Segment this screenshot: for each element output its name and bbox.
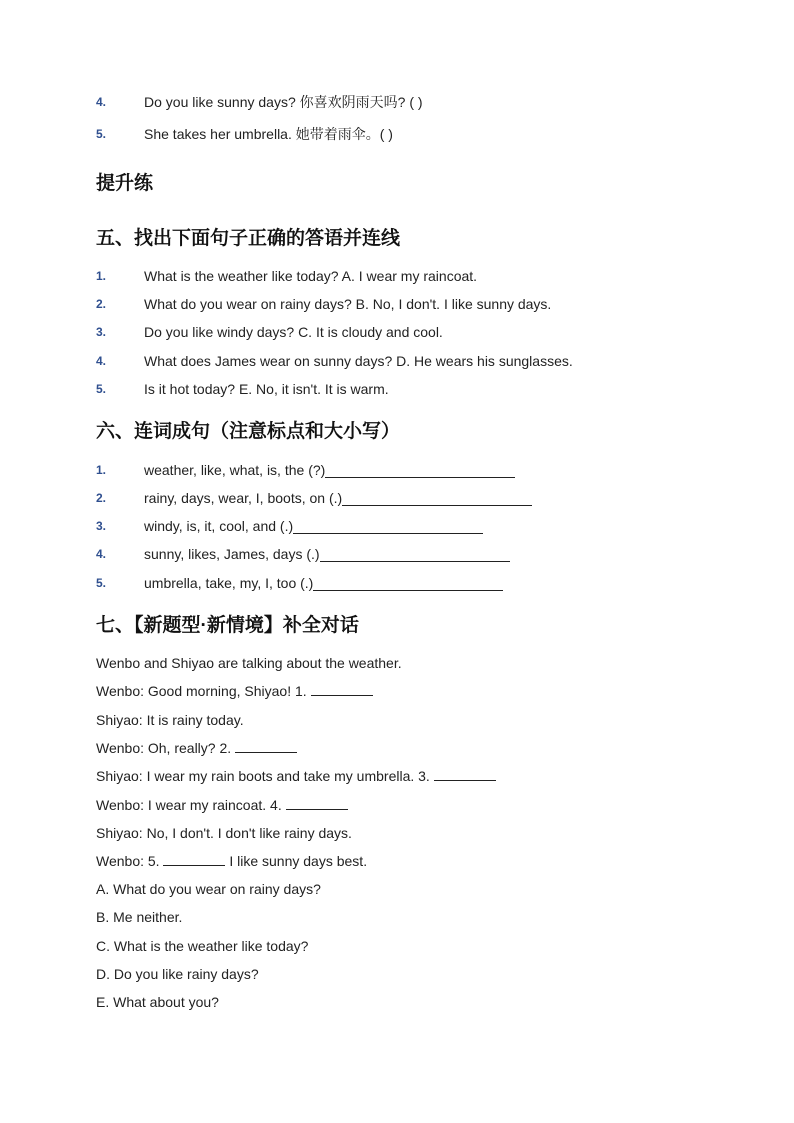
question-row-5-3 — [96, 322, 443, 342]
question-text: She takes her umbrella. 她带着雨伞。( ) — [144, 126, 393, 142]
option-e: E. What about you? — [96, 994, 219, 1010]
question-number: 4. — [96, 95, 107, 109]
answer-blank[interactable] — [342, 491, 532, 506]
question-number: 5. — [96, 576, 107, 590]
question-row-6-2 — [96, 488, 532, 508]
dialogue-text: Wenbo: I wear my raincoat. 4. — [96, 797, 286, 813]
question-number: 4. — [96, 547, 107, 561]
answer-blank[interactable] — [163, 851, 225, 866]
question-row-5-2 — [96, 294, 551, 314]
dialogue-text-after: I like sunny days best. — [225, 853, 368, 869]
dialogue-line-2 — [96, 710, 244, 730]
answer-blank[interactable] — [286, 795, 348, 810]
question-number: 1. — [96, 463, 107, 477]
dialogue-text: Shiyao: It is rainy today. — [96, 712, 244, 728]
dialogue-line-1 — [96, 681, 373, 701]
question-row-6-3 — [96, 516, 483, 536]
question-number: 5. — [96, 127, 107, 141]
question-number: 2. — [96, 491, 107, 505]
question-row-5-1 — [96, 266, 477, 286]
question-number: 4. — [96, 354, 107, 368]
dialogue-line-5 — [96, 795, 348, 815]
question-text: umbrella, take, my, I, too (.) — [144, 575, 314, 591]
dialogue-line-7 — [96, 851, 367, 871]
option-a: A. What do you wear on rainy days? — [96, 881, 321, 897]
answer-blank[interactable] — [313, 576, 503, 591]
question-text: Do you like windy days? C. It is cloudy and cool. — [144, 324, 443, 340]
question-text: Do you like sunny days? 你喜欢阴雨天吗? ( ) — [144, 94, 423, 110]
option-d: D. Do you like rainy days? — [96, 966, 259, 982]
question-row-a4 — [96, 92, 423, 112]
dialogue-text: Shiyao: No, I don't. I don't like rainy days. — [96, 825, 352, 841]
answer-blank[interactable] — [311, 681, 373, 696]
question-number: 5. — [96, 382, 107, 396]
dialogue-text: Shiyao: I wear my rain boots and take my umbrella. 3. — [96, 768, 434, 784]
dialogue-line-4 — [96, 766, 496, 786]
question-text: What is the weather like today? A. I wear my raincoat. — [144, 268, 478, 284]
section-7-title: 七、【新题型·新情境】补全对话 — [96, 615, 359, 636]
question-row-6-5 — [96, 573, 503, 593]
question-row-6-4 — [96, 544, 510, 564]
question-row-5-4 — [96, 351, 573, 371]
question-text: What do you wear on rainy days? B. No, I don't. I like sunny days. — [144, 296, 552, 312]
question-row-a5 — [96, 124, 393, 144]
answer-blank[interactable] — [235, 738, 297, 753]
question-number: 3. — [96, 325, 107, 339]
dialogue-text: Wenbo: Good morning, Shiyao! 1. — [96, 683, 311, 699]
dialogue-line-6 — [96, 823, 352, 843]
question-number: 1. — [96, 269, 107, 283]
dialogue-intro: Wenbo and Shiyao are talking about the weather. — [96, 655, 402, 671]
question-text: rainy, days, wear, I, boots, on (.) — [144, 490, 343, 506]
section-6-title: 六、连词成句（注意标点和大小写） — [96, 421, 401, 442]
answer-blank[interactable] — [320, 547, 510, 562]
dialogue-text: Wenbo: 5. — [96, 853, 164, 869]
practice-heading: 提升练 — [96, 173, 154, 194]
dialogue-line-3 — [96, 738, 297, 758]
question-text: What does James wear on sunny days? D. He wears his sunglasses. — [144, 353, 573, 369]
question-text: sunny, likes, James, days (.) — [144, 546, 320, 562]
question-row-6-1 — [96, 460, 515, 480]
answer-blank[interactable] — [325, 463, 515, 478]
option-b: B. Me neither. — [96, 909, 183, 925]
question-text: windy, is, it, cool, and (.) — [144, 518, 294, 534]
question-text: weather, like, what, is, the (?) — [144, 462, 326, 478]
question-text: Is it hot today? E. No, it isn't. It is warm. — [144, 381, 389, 397]
section-5-title: 五、找出下面句子正确的答语并连线 — [96, 228, 401, 249]
answer-blank[interactable] — [434, 766, 496, 781]
answer-blank[interactable] — [293, 519, 483, 534]
question-number: 2. — [96, 297, 107, 311]
dialogue-text: Wenbo: Oh, really? 2. — [96, 740, 236, 756]
question-number: 3. — [96, 519, 107, 533]
option-c: C. What is the weather like today? — [96, 938, 309, 954]
question-row-5-5 — [96, 379, 389, 399]
